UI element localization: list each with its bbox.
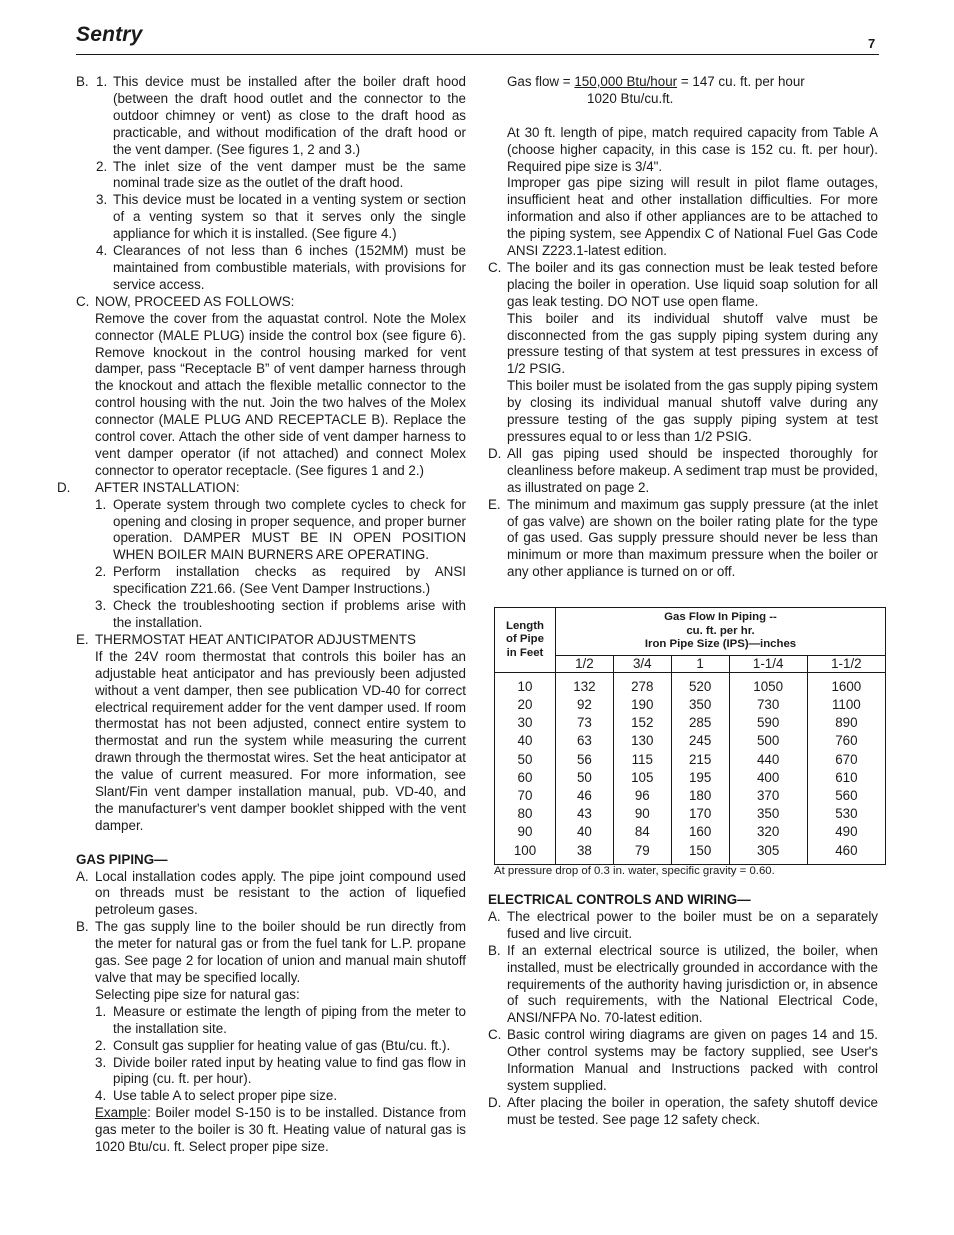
item-text: Check the troubleshooting section if problems arise with the installation. bbox=[113, 598, 466, 630]
right-c-p2: This boiler and its individual shutoff valve must be disconnected from the gas supply piping system during any pressure testing of that system at test pressures in excess of 1/2 PSIG. bbox=[507, 310, 878, 377]
table-row bbox=[495, 823, 886, 841]
table-row bbox=[495, 805, 886, 823]
page-number: 7 bbox=[868, 36, 876, 51]
table-cell: 40 bbox=[556, 823, 614, 841]
list-item bbox=[488, 1095, 878, 1129]
list-item bbox=[76, 1055, 466, 1089]
table-head-flow bbox=[556, 608, 886, 656]
brand-logo: Sentry bbox=[76, 23, 143, 46]
table-cell: 520 bbox=[671, 672, 729, 696]
table-cell-length: 40 bbox=[495, 732, 556, 750]
table-row bbox=[495, 732, 886, 750]
left-column bbox=[57, 74, 466, 1156]
gas-piping-a-label: A. bbox=[76, 868, 89, 884]
table-cell: 730 bbox=[729, 696, 807, 714]
table-cell: 115 bbox=[613, 751, 671, 769]
table-row bbox=[495, 787, 886, 805]
example-text: : Boiler model S-150 is to be installed. Distance from gas meter to the boiler is 30 ft. Heating value of natural gas is 1020 Btu/cu. ft. Select proper pipe size. bbox=[95, 1105, 466, 1155]
item-text: Divide boiler rated input by heating value to find gas flow in piping (cu. ft. per hour). bbox=[113, 1054, 466, 1087]
item-text: Operate system through two complete cycles to check for opening and closing in proper sequence, and proper burner operation. DAMPER MUST BE IN OPEN POSITION WHEN BOILER MAIN BURNERS ARE OPERATING. bbox=[113, 496, 466, 563]
list-item bbox=[95, 598, 466, 632]
section-e bbox=[76, 632, 466, 835]
table-cell-length: 100 bbox=[495, 842, 556, 865]
item-text: This device must be installed after the boiler draft hood (between the draft hood outlet and the connector to the outdoor chimney or vent) as close to the draft hood as practicable, and without modification of the draft hood or the vent damper. (See figures 1, 2 and 3.) bbox=[113, 74, 466, 157]
table-cell: 160 bbox=[671, 823, 729, 841]
right-d-text: All gas piping used should be inspected thoroughly for cleanliness before makeup. A sediment trap must be provided, as illustrated on page 2. bbox=[507, 445, 878, 495]
item-number: 4. bbox=[95, 1088, 107, 1104]
section-e-title: THERMOSTAT HEAT ANTICIPATOR ADJUSTMENTS bbox=[95, 631, 416, 647]
gas-flow-formula bbox=[488, 74, 878, 260]
table-cell: 152 bbox=[613, 714, 671, 732]
table-cell: 440 bbox=[729, 751, 807, 769]
table-cell: 305 bbox=[729, 842, 807, 865]
item-number: 3. bbox=[96, 192, 108, 208]
table-cell: 400 bbox=[729, 769, 807, 787]
right-c-p3: This boiler must be isolated from the gas supply piping system by closing its individual manual shutoff valve during any pressure testing of the gas supply piping system at test pressures equal to or less than 1/2 PSIG. bbox=[507, 378, 878, 445]
item-text: Perform installation checks as required by ANSI specification Z21.66. (See Vent Damper Instructions.) bbox=[113, 564, 466, 597]
section-e-label: E. bbox=[76, 631, 89, 647]
table-cell: 150 bbox=[671, 842, 729, 865]
right-c-text: The boiler and its gas connection must be leak tested before placing the boiler in operation. Use liquid soap solution for all gas leak testing. DO NOT use open flame. bbox=[507, 259, 878, 309]
section-c-title: NOW, PROCEED AS FOLLOWS: bbox=[95, 293, 295, 309]
table-cell: 490 bbox=[807, 823, 885, 841]
header-rule bbox=[76, 54, 879, 55]
head-line: Length bbox=[506, 619, 544, 632]
table-cell: 46 bbox=[556, 787, 614, 805]
electrical-section bbox=[488, 892, 878, 1129]
table-cell: 105 bbox=[613, 769, 671, 787]
table-cell: 180 bbox=[671, 787, 729, 805]
table-row bbox=[495, 751, 886, 769]
list-item bbox=[76, 1088, 466, 1105]
table-cell: 560 bbox=[807, 787, 885, 805]
item-text: If an external electrical source is utilized, the boiler, when installed, must be electrically grounded in accordance with the requirements of the authority having jurisdiction or, in absence of such requirements, with the National Electrical Code, ANSI/NFPA No. 70-latest edition. bbox=[507, 942, 878, 1026]
item-number: 4. bbox=[96, 243, 108, 259]
table-row bbox=[495, 842, 886, 865]
head-line: Iron Pipe Size (IPS)—inches bbox=[644, 638, 797, 651]
gas-piping-b-label: B. bbox=[76, 919, 89, 935]
table-cell-length: 10 bbox=[495, 672, 556, 696]
table-body bbox=[495, 672, 886, 864]
table-cell: 890 bbox=[807, 714, 885, 732]
table-col-header: 1 bbox=[671, 655, 729, 672]
table-cell: 63 bbox=[556, 732, 614, 750]
list-item bbox=[95, 497, 466, 565]
item-text: Use table A to select proper pipe size. bbox=[113, 1088, 338, 1104]
item-text: Clearances of not less than 6 inches (152MM) must be maintained from combustible materials, with provisions for service access. bbox=[113, 243, 466, 292]
spacer bbox=[76, 835, 466, 852]
table-cell: 1100 bbox=[807, 696, 885, 714]
gas-piping-b bbox=[76, 919, 466, 1004]
list-item bbox=[95, 564, 466, 598]
item-label: C. bbox=[488, 1027, 502, 1043]
item-label: D. bbox=[488, 1094, 502, 1110]
table-cell: 350 bbox=[671, 696, 729, 714]
list-item bbox=[488, 943, 878, 1028]
right-e-text: The minimum and maximum gas supply pressure (at the inlet of gas valve) are shown on the boiler rating plate for the type of gas used. Gas supply pressure should never be less than minimum or more than maximum pressure when the boiler or any other appliance is turned on or off. bbox=[507, 496, 878, 580]
list-item bbox=[76, 74, 466, 159]
table-cell: 610 bbox=[807, 769, 885, 787]
table-cell: 215 bbox=[671, 751, 729, 769]
list-item bbox=[488, 1027, 878, 1095]
table-cell: 245 bbox=[671, 732, 729, 750]
table-cell: 195 bbox=[671, 769, 729, 787]
improper-sizing-paragraph: Improper gas pipe sizing will result in pilot flame outages, insufficient heat and other installation difficulties. For more information and also if other appliances are to be attached to the piping system, see Appendix C of National Fuel Gas Code ANSI Z223.1-latest edition. bbox=[507, 175, 878, 259]
head-line: in Feet bbox=[506, 646, 544, 659]
table-cell-length: 50 bbox=[495, 751, 556, 769]
table-cell: 50 bbox=[556, 769, 614, 787]
table-col-header: 1-1/4 bbox=[729, 655, 807, 672]
item-text: This device must be located in a venting system or section of a venting system so that it serves only the single appliance for which it is installed. (See figure 4.) bbox=[113, 192, 466, 242]
table-cell-length: 80 bbox=[495, 805, 556, 823]
table-cell: 130 bbox=[613, 732, 671, 750]
table-cell: 132 bbox=[556, 672, 614, 696]
table-cell: 670 bbox=[807, 751, 885, 769]
table-cell: 350 bbox=[729, 805, 807, 823]
table-row bbox=[495, 672, 886, 696]
formula-prefix: Gas flow = bbox=[507, 74, 575, 89]
item-label: A. bbox=[488, 908, 501, 924]
item-number: 3. bbox=[95, 1054, 107, 1070]
item-number: 1. bbox=[96, 74, 108, 89]
list-item bbox=[76, 243, 466, 294]
section-b-label: B. bbox=[76, 74, 89, 89]
gas-piping-b-text: The gas supply line to the boiler should be run directly from the meter for natural gas or from the fuel tank for L.P. propane gas. See page 2 for location of union and manual main shutoff valve that may be specified locally. bbox=[95, 919, 466, 986]
item-number: 2. bbox=[95, 1037, 107, 1053]
table-cell-length: 90 bbox=[495, 823, 556, 841]
list-item bbox=[76, 159, 466, 193]
right-section-d bbox=[488, 446, 878, 497]
table-col-header: 1/2 bbox=[556, 655, 614, 672]
right-e-label: E. bbox=[488, 496, 501, 512]
section-c bbox=[76, 294, 466, 480]
head-line: cu. ft. per hr. bbox=[686, 624, 755, 637]
head-line: Gas Flow In Piping -- bbox=[664, 611, 777, 623]
table-col-header: 1-1/2 bbox=[807, 655, 885, 672]
table-row bbox=[495, 714, 886, 732]
table-cell: 56 bbox=[556, 751, 614, 769]
spacer bbox=[507, 108, 878, 125]
item-number: 3. bbox=[95, 598, 107, 614]
table-cell: 370 bbox=[729, 787, 807, 805]
table-cell: 500 bbox=[729, 732, 807, 750]
example-paragraph bbox=[76, 1105, 466, 1156]
formula-result: = 147 cu. ft. per hour bbox=[677, 74, 805, 89]
right-section-c bbox=[488, 260, 878, 446]
item-number: 1. bbox=[95, 496, 107, 512]
table-cell: 1050 bbox=[729, 672, 807, 696]
table-cell: 530 bbox=[807, 805, 885, 823]
item-text: After placing the boiler in operation, the safety shutoff device must be tested. See page 12 safety check. bbox=[507, 1094, 878, 1127]
formula-denominator: 1020 Btu/cu.ft. bbox=[587, 90, 674, 106]
table-cell: 1600 bbox=[807, 672, 885, 696]
section-d-title: AFTER INSTALLATION: bbox=[95, 479, 240, 495]
pipe-size-paragraph: At 30 ft. length of pipe, match required capacity from Table A (choose higher capacity, in this case is 152 cu. ft. per hour). Required pipe size is 3/4". bbox=[507, 124, 878, 174]
section-d bbox=[57, 479, 466, 632]
table-col-header: 3/4 bbox=[613, 655, 671, 672]
table-cell: 170 bbox=[671, 805, 729, 823]
table-cell: 460 bbox=[807, 842, 885, 865]
table-cell: 38 bbox=[556, 842, 614, 865]
right-d-label: D. bbox=[488, 445, 502, 461]
list-item bbox=[76, 1004, 466, 1038]
item-text: The inlet size of the vent damper must be the same nominal trade size as the outlet of the draft hood. bbox=[113, 158, 466, 191]
right-column bbox=[488, 74, 878, 581]
table-row bbox=[495, 769, 886, 787]
item-text: Consult gas supplier for heating value of gas (Btu/cu. ft.). bbox=[113, 1037, 451, 1053]
item-label: B. bbox=[488, 942, 501, 958]
table-cell: 73 bbox=[556, 714, 614, 732]
section-c-label: C. bbox=[76, 293, 90, 309]
section-b bbox=[76, 74, 466, 294]
table-cell: 760 bbox=[807, 732, 885, 750]
section-e-text: If the 24V room thermostat that controls this boiler has an adjustable heat anticipator and has previously been adjusted without a vent damper, then see publication VD-40 for correct electrical requirement adder for the vent damper used. If room thermostat has not been adjusted, connect entire system to thermostat and run the system while measuring the current drawn through the thermostat wires. Set the heat anticipator at the value of current measured. For more information, see Slant/Fin vent damper installation manual, pub. VD-40, and the manufacturer's vent damper booklet shipped with the vent damper. bbox=[95, 648, 466, 833]
formula-numerator: 150,000 Btu/hour bbox=[574, 74, 678, 89]
item-number: 1. bbox=[95, 1003, 107, 1019]
item-number: 2. bbox=[96, 158, 108, 174]
gas-piping-heading: GAS PIPING— bbox=[76, 851, 168, 867]
gas-piping-a-text: Local installation codes apply. The pipe joint compound used on threads must be resistant to the action of liquefied petroleum gases. bbox=[95, 868, 466, 918]
table-cell: 320 bbox=[729, 823, 807, 841]
formula-line bbox=[507, 74, 878, 91]
table-cell: 278 bbox=[613, 672, 671, 696]
table-cell: 285 bbox=[671, 714, 729, 732]
electrical-heading: ELECTRICAL CONTROLS AND WIRING— bbox=[488, 892, 751, 907]
right-section-e bbox=[488, 497, 878, 582]
gas-flow-table bbox=[494, 607, 886, 865]
table-cell: 92 bbox=[556, 696, 614, 714]
section-d-label: D. bbox=[57, 479, 71, 495]
table-cell: 96 bbox=[613, 787, 671, 805]
table-row bbox=[495, 696, 886, 714]
item-text: Measure or estimate the length of piping from the meter to the installation site. bbox=[113, 1003, 466, 1036]
item-text: Basic control wiring diagrams are given on pages 14 and 15. Other control systems may be factory supplied, see User's Information Manual and Instructions packed with control system supplied. bbox=[507, 1027, 878, 1093]
table-cell-length: 70 bbox=[495, 787, 556, 805]
section-c-text: Remove the cover from the aquastat control. Note the Molex connector (MALE PLUG) inside the control box (see figure 6). Remove knockout in the control housing marked for vent damper, pass “Receptacle B” of vent damper harness through the knockout and attach the flexible metallic connector to the control housing with the nut. Join the two halves of the Molex connector (MALE PLUG AND RECEPTACLE B). Replace the control cover. Attach the other side of vent damper harness to vent damper operator (if not attached) and connect Molex connector to operator receptacle. (See figures 1 and 2.) bbox=[95, 310, 466, 478]
right-c-label: C. bbox=[488, 259, 502, 275]
table-cell-length: 60 bbox=[495, 769, 556, 787]
list-item bbox=[76, 192, 466, 243]
selecting-text: Selecting pipe size for natural gas: bbox=[95, 986, 300, 1002]
table-head-length bbox=[495, 608, 556, 673]
table-cell-length: 20 bbox=[495, 696, 556, 714]
item-text: The electrical power to the boiler must be on a separately fused and live circuit. bbox=[507, 908, 878, 941]
list-item bbox=[76, 1038, 466, 1055]
list-item bbox=[488, 909, 878, 943]
table-cell: 84 bbox=[613, 823, 671, 841]
table-cell: 90 bbox=[613, 805, 671, 823]
table-cell: 190 bbox=[613, 696, 671, 714]
table-note: At pressure drop of 0.3 in. water, specific gravity = 0.60. bbox=[494, 865, 775, 877]
item-number: 2. bbox=[95, 564, 107, 580]
table-cell: 43 bbox=[556, 805, 614, 823]
table-cell: 79 bbox=[613, 842, 671, 865]
example-label: Example bbox=[95, 1105, 148, 1121]
table-cell: 590 bbox=[729, 714, 807, 732]
gas-piping-a bbox=[76, 869, 466, 920]
head-line: of Pipe bbox=[506, 633, 544, 646]
table-cell-length: 30 bbox=[495, 714, 556, 732]
